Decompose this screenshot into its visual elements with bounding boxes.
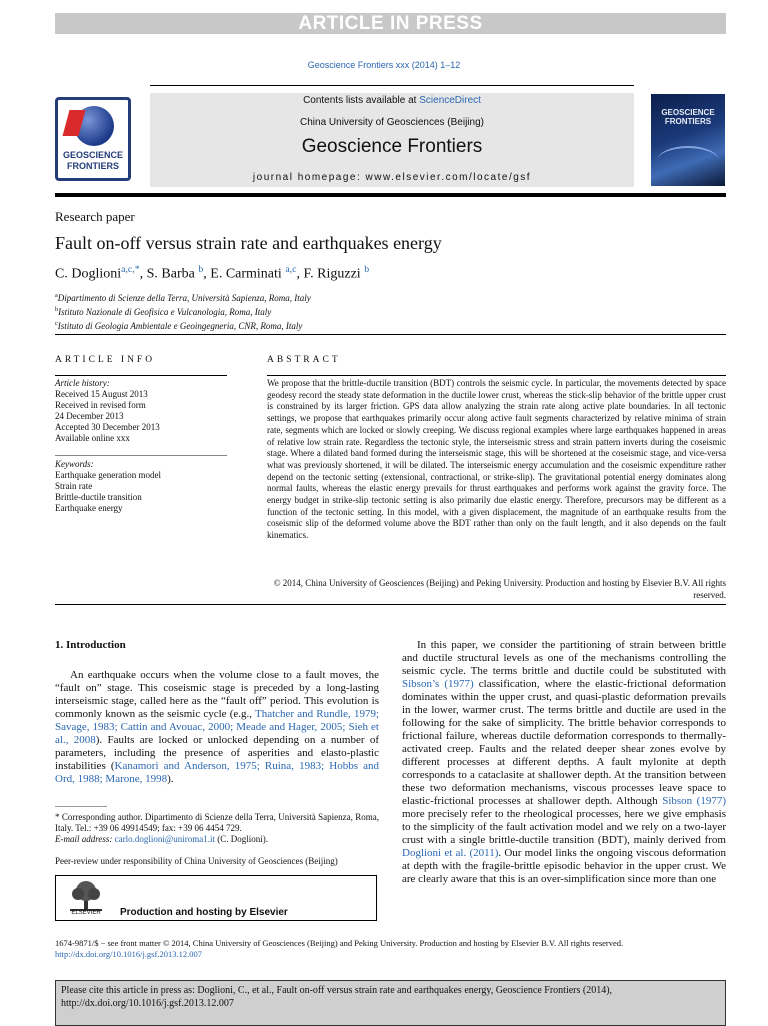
cover-text-line1: GEOSCIENCE	[661, 108, 715, 117]
elsevier-box-text: Production and hosting by Elsevier	[120, 907, 288, 918]
keywords-rule	[55, 455, 227, 456]
affiliation-list	[55, 290, 311, 332]
history-item: Received 15 August 2013	[55, 389, 148, 399]
journal-homepage: journal homepage: www.elsevier.com/locate/gsf	[252, 172, 532, 183]
article-title: Fault on-off versus strain rate and earthquakes energy	[55, 233, 442, 253]
issn-line: 1674-9871/$ − see front matter © 2014, China University of Geosciences (Beijing) and Peking University. Production and hosting by Elsevier B.V. All rights reserved.	[55, 938, 624, 948]
history-item: 24 December 2013	[55, 411, 124, 421]
author-barba-aff[interactable]: b	[198, 264, 204, 275]
introduction-paragraph-2	[402, 639, 726, 886]
author-list	[55, 264, 369, 283]
title-divider	[55, 334, 726, 335]
affiliation-mark: a	[55, 292, 58, 299]
keyword-item: Brittle-ductile transition	[55, 492, 142, 502]
cover-text-line2: FRONTIERS	[664, 117, 712, 126]
affiliation-text: Dipartimento di Scienze della Terra, Università Sapienza, Roma, Italy	[57, 293, 311, 303]
affiliation-text: Istituto Nazionale di Geofisica e Vulcanologia, Roma, Italy	[58, 307, 272, 317]
corresponding-author-mark[interactable]: *	[134, 264, 140, 275]
geoscience-frontiers-logo	[55, 97, 131, 181]
keywords-label: Keywords:	[55, 459, 94, 469]
affiliation-item	[55, 304, 311, 318]
author-carminati-aff[interactable]: a,c	[285, 264, 297, 275]
intro-text: . Our model links the ongoing viscous deformation at depth with the fragile-brittle episodic behavior in the upper crust. We are clearly aware that this is an over-simplification since more than one	[402, 847, 726, 885]
publisher-name: China University of Geosciences (Beijing)	[300, 117, 484, 128]
affiliation-mark: b	[55, 306, 59, 313]
intro-text: An earthquake occurs when the volume close to a fault moves, the “fault on” stage. This coseismic stage is preceded by a long-lasting interseismic stage, called here as the “fault off” period. This evolution is commonly known as the seismic cycle (e.g.,	[55, 669, 379, 720]
author-riguzzi: F. Riguzzi	[303, 266, 361, 282]
reference-link[interactable]: Sibson’s (1977)	[402, 678, 474, 690]
affiliation-text: Istituto di Geologia Ambientale e Geoingegneria, CNR, Roma, Italy	[57, 321, 303, 331]
article-in-press-banner: ARTICLE IN PRESS	[55, 13, 726, 34]
intro-text: ). Faults are locked or unlocked depending on a number of parameters, including the presence of asperities and elasto-plastic instabilities (	[55, 734, 379, 772]
intro-text: In this paper, we consider the partitioning of strain between brittle and ductile structural levels as one of the mechanisms controlling the seismic cycle. The terms brittle and ductile could be substituted with	[402, 639, 726, 677]
article-history	[55, 378, 227, 444]
footnote-rule	[55, 806, 107, 807]
affiliation-item	[55, 290, 311, 304]
journal-cover-image	[651, 94, 725, 186]
abstract-rule	[267, 375, 726, 376]
email-footnote	[55, 834, 379, 845]
history-item: Accepted 30 December 2013	[55, 422, 160, 432]
journal-citation-link[interactable]: Geoscience Frontiers xxx (2014) 1–12	[307, 60, 461, 70]
intro-text: ).	[167, 773, 174, 785]
keyword-item: Earthquake energy	[55, 503, 123, 513]
keyword-item: Earthquake generation model	[55, 470, 161, 480]
logo-text-line1: GEOSCIENCE	[62, 150, 123, 160]
reference-link[interactable]: Sibson (1977)	[662, 795, 727, 807]
corresponding-author-footnote: * Corresponding author. Dipartimento di Scienze della Terra, Università Sapienza, Roma, Italy. Tel.: +39 06 49914549; fax: +39 06 4454 729.	[55, 812, 379, 833]
elsevier-small-label: ELSEVIER	[71, 910, 101, 916]
email-label: E-mail address:	[55, 834, 115, 844]
peer-review-note: Peer-review under responsibility of China University of Geosciences (Beijing)	[55, 856, 338, 866]
author-separator: ,	[139, 266, 147, 282]
keyword-item: Strain rate	[55, 481, 93, 491]
author-riguzzi-aff[interactable]: b	[364, 264, 370, 275]
reference-link[interactable]: Thatcher and Rundle, 1979; Savage, 1983; Cattin and Avouac, 2000; Meade and Hager, 2005; Sieh et al., 2008	[55, 708, 379, 746]
author-doglioni-aff[interactable]: a,c,	[121, 264, 135, 275]
journal-masthead	[150, 93, 634, 187]
author-separator: ,	[203, 266, 211, 282]
author-barba: S. Barba	[146, 266, 195, 282]
header-divider	[150, 85, 634, 86]
logo-text-line2: FRONTIERS	[66, 161, 119, 171]
article-type: Research paper	[55, 209, 135, 224]
author-carminati: E. Carminati	[210, 266, 282, 282]
reference-link[interactable]: Doglioni et al. (2011)	[402, 847, 499, 859]
doi-link[interactable]: http://dx.doi.org/10.1016/j.gsf.2013.12.007	[55, 949, 202, 959]
abstract-divider	[55, 604, 726, 605]
introduction-paragraph-1	[55, 669, 379, 786]
history-item: Available online xxx	[55, 433, 130, 443]
affiliation-mark: c	[55, 320, 58, 327]
author-doglioni: C. Doglioni	[55, 266, 122, 282]
affiliation-item	[55, 318, 311, 332]
introduction-heading: 1. Introduction	[55, 639, 126, 651]
history-item: Received in revised form	[55, 400, 146, 410]
author-separator: ,	[296, 266, 304, 282]
article-info-rule	[55, 375, 227, 376]
cite-this-article-box: Please cite this article in press as: Doglioni, C., et al., Fault on-off versus strain rate and earthquakes energy, Geoscience Frontiers (2014), http://dx.doi.org/10.1016/j.gsf.2013.12.007	[55, 980, 726, 1026]
contents-prefix: Contents lists available at	[303, 95, 420, 106]
keywords-block	[55, 459, 227, 514]
intro-text: classification, where the elastic-frictional deformation dominates within the upper crust, and quasi-plastic deformation prevails in the lower, warmer crust. The terms brittle and ductile are used in the following for the sake of simplicity. The brittle behavior corresponds to frictional failure, whereas ductile deformation corresponds to thermally-activated creep. Faults and the related deeper shear zones evolve by different processes at different depths. A fault mylonite at depth corresponds to a cataclasite at shallower depth. At the transition between these two deformation mechanisms, viscous processes leave space to elastic-frictional processes at shallower depth. Although	[402, 678, 726, 807]
elsevier-tree-icon	[68, 880, 104, 912]
contents-line	[150, 95, 634, 106]
journal-title: Geoscience Frontiers	[301, 136, 483, 157]
cover-arc-decoration	[657, 146, 719, 176]
abstract-text: We propose that the brittle-ductile transition (BDT) controls the seismic cycle. In particular, the movements detected by space geodesy record the steady state deformation in the ductile lower crust, whereas the stick-slip behavior of the brittle upper crust is constrained by its larger friction. GPS data allow analyzing the strain rate along active plate boundaries. In all tectonic settings, we propose that earthquakes primarily occur along active fault segments characterized by relative minima of strain rate, segments which are locked or slowly creeping. We discuss regional examples where large earthquakes happened in areas of relative low strain rate. Regardless the tectonic style, the interseismic stress and strain pattern inverts during the coseismic stage. Where a dilated band formed during the interseismic stage, this will be shortened at the coseismic stage, and vice-versa what was previously shortened, it will be dilated. The interseismic energy accumulation and the coseismic expenditure rather depend on the tectonic setting (extensional, contractional, or strike-slip). The gravitational potential energy dominates along normal faults, whereas the elastic energy prevails for thrust earthquakes and performs work against the gravity force. The energy budget in strike-slip tectonic setting is also primarily due elastic energy. Therefore, precursors may be different as a function of the tectonic setting. In this model, with a given displacement, the magnitude of an earthquake results from the coseismic slip of the deformed volume above the BDT rather than only on the fault length, and it also depends on the fault kinematics.	[267, 378, 726, 541]
reference-link[interactable]: Kanamori and Anderson, 1975; Ruina, 1983; Hobbs and Ord, 1988; Marone, 1998	[55, 760, 379, 785]
sciencedirect-link[interactable]: ScienceDirect	[419, 95, 481, 106]
email-link[interactable]: carlo.doglioni@uniroma1.it	[114, 834, 215, 844]
abstract-copyright: © 2014, China University of Geosciences (Beijing) and Peking University. Production and hosting by Elsevier B.V. All rights reserved.	[273, 578, 726, 600]
elsevier-box	[55, 875, 377, 921]
email-after: (C. Doglioni).	[214, 834, 268, 844]
article-history-label: Article history:	[55, 378, 110, 388]
masthead-thick-rule	[55, 193, 726, 197]
abstract-heading: ABSTRACT	[267, 355, 341, 365]
article-info-heading: ARTICLE INFO	[55, 355, 156, 365]
intro-text: more precisely refer to the rheological processes, here we give emphasis to the simplicity of the fault activation model and we rely on a two-layer crust with a single brittle-ductile transition (BDT), mainly derived from	[402, 808, 726, 846]
